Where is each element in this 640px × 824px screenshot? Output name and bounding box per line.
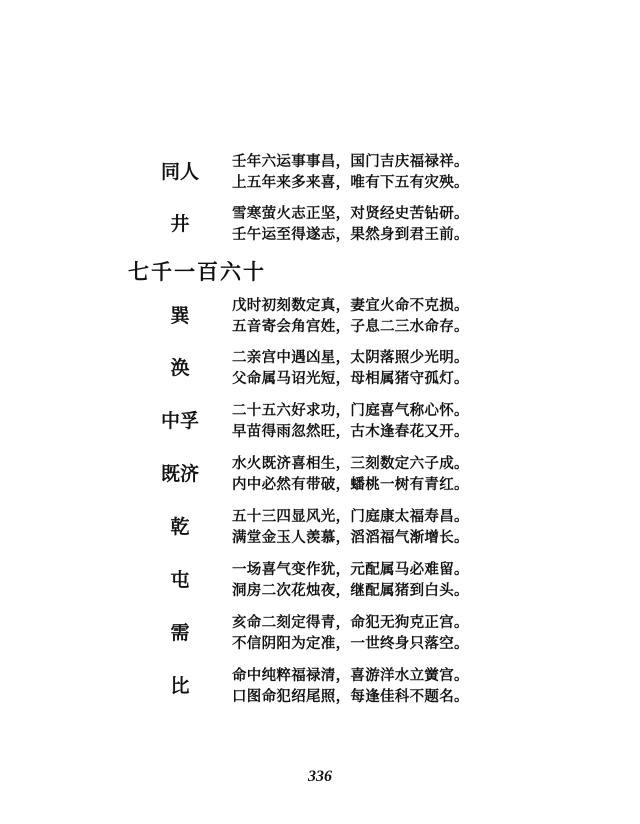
verse-line: 亥命二刻定得青，命犯无狗克正宫。 (232, 614, 469, 631)
verse-line: 内中必然有带破，蟠桃一树有青红。 (232, 476, 469, 493)
verse-line: 水火既济喜相生，三刻数定六子成。 (232, 455, 469, 472)
verse-line: 口图命犯绍尾照，每逢佳科不题名。 (232, 688, 469, 705)
verse-line: 壬年六运事事昌，国门吉庆福禄祥。 (232, 153, 469, 170)
verse-line: 早苗得雨忽然旺，古木逢春花又开。 (232, 423, 469, 440)
verse-line: 不信阴阳为定准，一世终身只落空。 (232, 635, 469, 652)
hexagram-name: 需 (170, 622, 190, 644)
verse-line: 满堂金玉人羡慕，滔滔福气渐增长。 (232, 529, 469, 546)
hexagram-name: 井 (170, 213, 190, 235)
verse-line: 命中纯粹福禄清，喜游洋水立黉宫。 (232, 667, 469, 684)
verse-line: 一场喜气变作犹，元配属马必难留。 (232, 561, 469, 578)
hexagram-name: 比 (170, 675, 190, 697)
hexagram-name: 同人 (160, 161, 199, 183)
verse-line: 洞房二次花烛夜，继配属猪到白头。 (232, 582, 469, 599)
hexagram-name: 巽 (170, 305, 190, 327)
hexagram-name: 中孚 (160, 410, 199, 432)
hexagram-name: 既济 (160, 463, 199, 485)
page-number: 336 (308, 768, 332, 785)
verse-line: 上五年来多来喜，唯有下五有灾殃。 (232, 174, 469, 191)
hexagram-name: 乾 (170, 516, 190, 538)
hexagram-name: 涣 (170, 357, 190, 379)
verse-line: 二十五六好求功，门庭喜气称心怀。 (232, 402, 469, 419)
verse-line: 五音寄会角宫姓，子息二三水命存。 (232, 318, 469, 335)
verse-line: 戊时初刻数定真，妻宜火命不克损。 (232, 297, 469, 314)
verse-line: 五十三四显风光，门庭康太福寿昌。 (232, 508, 469, 525)
verse-line: 雪寒萤火志正坚，对贤经史苦钻研。 (232, 205, 469, 222)
verse-line: 二亲宫中遇凶星，太阴落照少光明。 (232, 349, 469, 366)
verse-line: 壬午运至得遂志，果然身到君王前。 (232, 226, 469, 243)
section-heading: 七千一百六十 (128, 259, 266, 284)
hexagram-name: 屯 (170, 569, 190, 591)
verse-line: 父命属马诏光短，母相属猪守孤灯。 (232, 370, 469, 387)
